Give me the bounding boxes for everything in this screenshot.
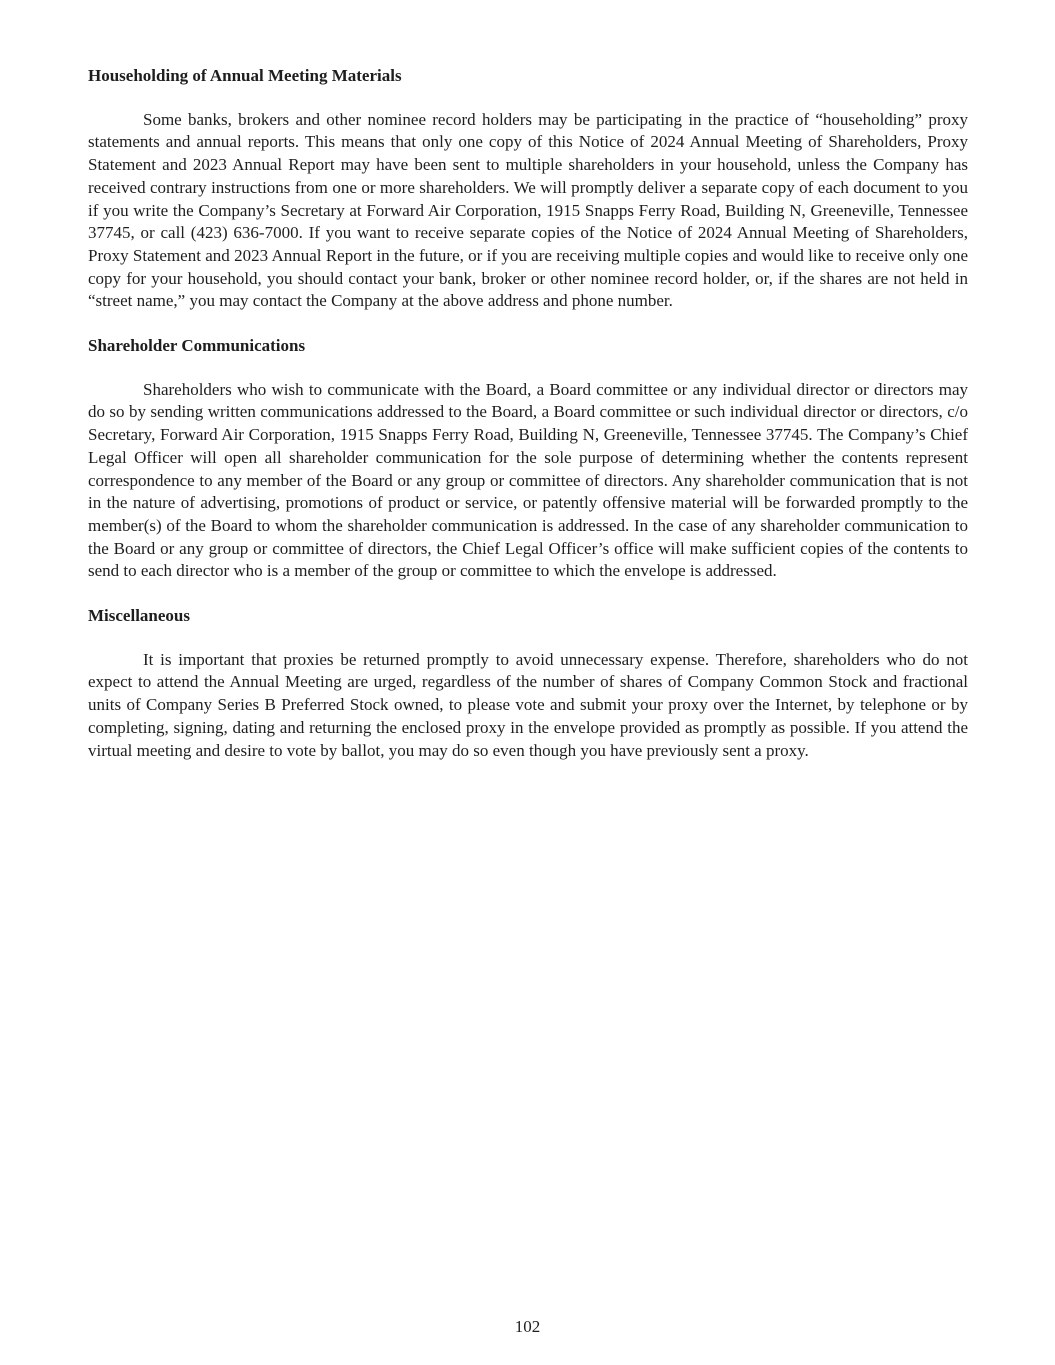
paragraph-shareholder-communications: Shareholders who wish to communicate with the Board, a Board committee or any individual director or directors may do so by sending written communications addressed to the Board, a Board committee or such individual director or directors, c/o Secretary, Forward Air Corporation, 1915 Snapps Ferry Road, Building N, Greeneville, Tennessee 37745. The Company’s Chief Legal Officer will open all shareholder communication for the sole purpose of determining whether the contents represent correspondence to any member of the Board or any group or committee of directors. Any shareholder communication that is not in the nature of advertising, promotions of product or service, or patently offensive material will be forwarded promptly to the member(s) of the Board to whom the shareholder communication is addressed. In the case of any shareholder communication to the Board or any group or committee of directors, the Chief Legal Officer’s office will make sufficient copies of the contents to send to each director who is a member of the group or committee to which the envelope is addressed. xyxy=(88,379,968,581)
page-number: 102 xyxy=(514,1317,541,1336)
paragraph-householding: Some banks, brokers and other nominee record holders may be participating in the practice of “householding” proxy statements and annual reports. This means that only one copy of this Notice of 2024 Annual Meeting of Shareholders, Proxy Statement and 2023 Annual Report may have been sent to multiple shareholders in your household, unless the Company has received contrary instructions from one or more shareholders. We will promptly deliver a separate copy of each document to you if you write the Company’s Secretary at Forward Air Corporation, 1915 Snapps Ferry Road, Building N, Greeneville, Tennessee 37745, or call (423) 636-7000. If you want to receive separate copies of the Notice of 2024 Annual Meeting of Shareholders, Proxy Statement and 2023 Annual Report in the future, or if you are receiving multiple copies and would like to receive only one copy for your household, you should contact your bank, broker or other nominee record holder, or, if the shares are not held in “street name,” you may contact the Company at the above address and phone number. xyxy=(88,109,968,311)
page-footer xyxy=(0,1316,1055,1339)
section-heading-householding: Householding of Annual Meeting Materials xyxy=(88,66,402,85)
section-householding xyxy=(88,65,968,313)
section-heading-shareholder-communications: Shareholder Communications xyxy=(88,336,306,356)
section-shareholder-communications xyxy=(88,335,968,583)
paragraph-miscellaneous: It is important that proxies be returned promptly to avoid unnecessary expense. Therefore, shareholders who do not expect to attend the Annual Meeting are urged, regardless of the number of shares of Company Common Stock and fractional units of Company Series B Preferred Stock owned, to please vote and submit your proxy over the Internet, by telephone or by completing, signing, dating and returning the enclosed proxy in the envelope provided as promptly as possible. If you attend the virtual meeting and desire to vote by ballot, you may do so even though you have previously sent a proxy. xyxy=(88,649,968,760)
section-heading-miscellaneous: Miscellaneous xyxy=(88,606,190,626)
section-miscellaneous xyxy=(88,605,968,762)
